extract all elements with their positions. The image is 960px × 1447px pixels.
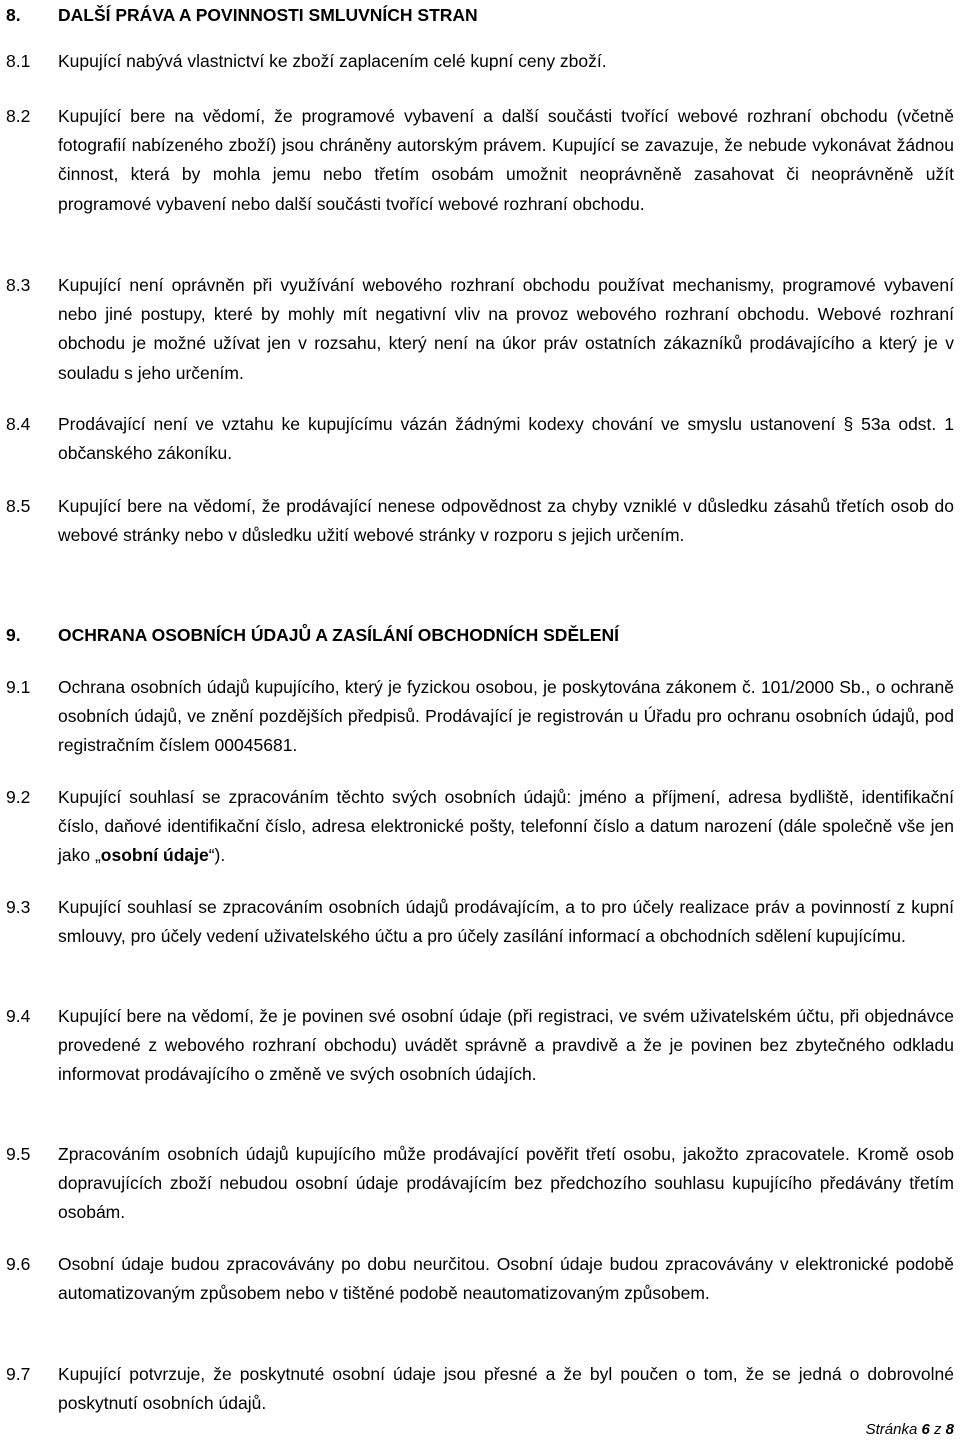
- clause-text: [58, 783, 954, 871]
- defined-term: osobní údaje: [100, 845, 209, 866]
- clause-number: 9.5: [6, 1144, 31, 1164]
- clause-number: 9.1: [6, 677, 31, 697]
- clause-number: 9.2: [6, 787, 31, 807]
- clause-number: 8.1: [6, 51, 31, 71]
- clause-number: 8.3: [6, 275, 31, 295]
- clause-number: 8.4: [6, 414, 31, 434]
- clause-text-start: Kupující souhlasí se zpracováním těchto svých osobních údajů: jméno a příjmení, adresa bydliště, identifikační číslo, daňové identifikační číslo, adresa elektronické pošty, telefonní číslo a datum narození (dále společně vše jen jako „: [58, 787, 954, 866]
- clause-text: Zpracováním osobních údajů kupujícího může prodávající pověřit třetí osobu, jakožto zpracovatele. Kromě osob dopravujících zboží nebudou osobní údaje prodávajícím bez předchozího souhlasu kupujícího předávány třetím osobám.: [58, 1144, 954, 1223]
- page-footer: [866, 1420, 954, 1440]
- clause-text: Ochrana osobních údajů kupujícího, který je fyzickou osobou, je poskytována zákonem č. 101/2000 Sb., o ochraně osobních údajů, ve znění pozdějších předpisů. Prodávající je registrován u Úřadu pro ochranu osobních údajů, pod registračním číslem 00045681.: [58, 677, 954, 756]
- clause-text: Prodávající není ve vztahu ke kupujícímu vázán žádnými kodexy chování ve smyslu ustanovení § 53a odst. 1 občanského zákoníku.: [58, 414, 954, 464]
- section-title: OCHRANA OSOBNÍCH ÚDAJŮ A ZASÍLÁNÍ OBCHODNÍCH SDĚLENÍ: [58, 625, 619, 645]
- footer-total-pages: 8: [945, 1421, 954, 1438]
- clause-text: Kupující souhlasí se zpracováním osobních údajů prodávajícím, a to pro účely realizace práv a povinností z kupní smlouvy, pro účely vedení uživatelského účtu a pro účely zasílání informací a obchodních sdělení kupujícímu.: [58, 897, 954, 947]
- clause-text: Osobní údaje budou zpracovávány po dobu neurčitou. Osobní údaje budou zpracovávány v elektronické podobě automatizovaným způsobem nebo v tištěné podobě neautomatizovaným způsobem.: [58, 1254, 954, 1304]
- section-number: 9.: [6, 625, 21, 645]
- clause-text: Kupující bere na vědomí, že programové vybavení a další součásti tvořící webové rozhraní obchodu (včetně fotografií nabízeného zboží) jsou chráněny autorským právem. Kupující se zavazuje, že nebude vykonávat žádnou činnost, která by mohla jemu nebo třetím osobám umožnit neoprávněně zasahovat či neoprávněně užít programové vybavení nebo další součásti tvořící webové rozhraní obchodu.: [58, 106, 954, 214]
- clause-text: Kupující bere na vědomí, že prodávající nenese odpovědnost za chyby vzniklé v důsledku zásahů třetích osob do webové stránky nebo v důsledku užití webové stránky v rozporu s jejich určením.: [58, 496, 954, 546]
- footer-separator: z: [933, 1421, 942, 1438]
- clause-number: 9.3: [6, 897, 31, 917]
- clause-text: Kupující potvrzuje, že poskytnuté osobní údaje jsou přesné a že byl poučen o tom, že se jedná o dobrovolné poskytnutí osobních údajů.: [58, 1364, 954, 1414]
- clause-number: 9.6: [6, 1254, 31, 1274]
- clause-number: 9.7: [6, 1364, 31, 1384]
- clause-number: 8.5: [6, 496, 31, 516]
- clause-number: 8.2: [6, 106, 31, 126]
- clause-text: Kupující není oprávněn při využívání webového rozhraní obchodu používat mechanismy, programové vybavení nebo jiné postupy, které by mohly mít negativní vliv na provoz webového rozhraní obchodu. Webové rozhraní obchodu je možné užívat jen v rozsahu, který není na úkor práv ostatních zákazníků prodávajícího a který je v souladu s jeho určením.: [58, 275, 954, 383]
- section-number: 8.: [6, 5, 21, 25]
- clause-number: 9.4: [6, 1006, 31, 1026]
- footer-label: Stránka: [865, 1421, 918, 1438]
- clause-text: Kupující nabývá vlastnictví ke zboží zaplacením celé kupní ceny zboží.: [58, 51, 607, 71]
- clause-text: Kupující bere na vědomí, že je povinen své osobní údaje (při registraci, ve svém uživatelském účtu, při objednávce provedené z webového rozhraní obchodu) uvádět správně a pravdivě a že je povinen bez zbytečného odkladu informovat prodávajícího o změně ve svých osobních údajích.: [58, 1006, 954, 1085]
- clause-text-end: “).: [208, 845, 226, 866]
- section-title: DALŠÍ PRÁVA A POVINNOSTI SMLUVNÍCH STRAN: [58, 5, 478, 25]
- footer-page-number: 6: [921, 1421, 930, 1438]
